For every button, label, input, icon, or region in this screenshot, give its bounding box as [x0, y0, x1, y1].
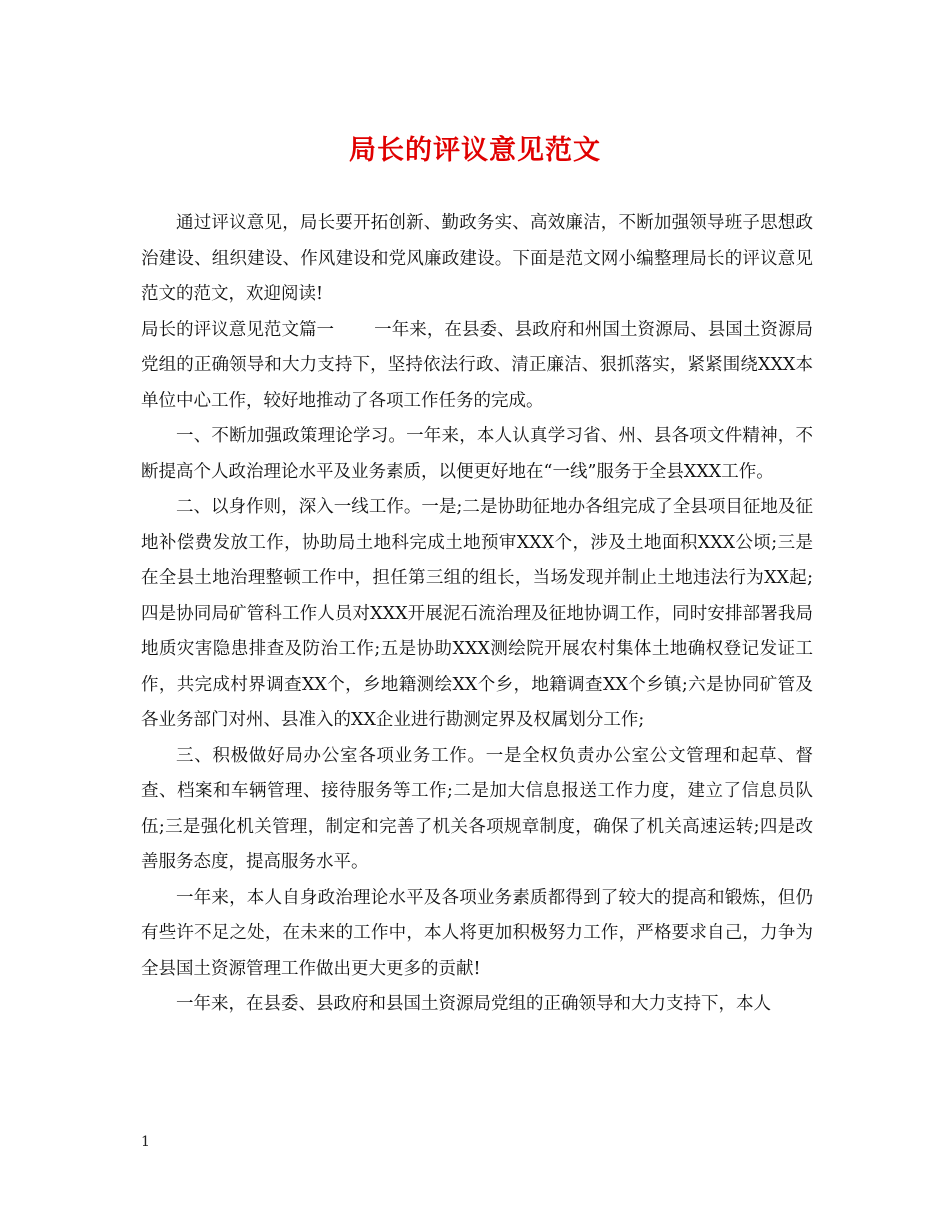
intro-paragraph: 通过评议意见，局长要开拓创新、勤政务实、高效廉洁，不断加强领导班子思想政治建设、组织建设、作风建设和党风廉政建设。下面是范文网小编整理局长的评议意见范文的范文，欢迎阅读! [141, 213, 813, 304]
document-title: 局长的评议意见范文 [349, 135, 601, 166]
body-paragraph: 一年来，在县委、县政府和县国土资源局党组的正确领导和大力支持下，本人 [176, 994, 771, 1014]
body-paragraph: 一、不断加强政策理论学习。一年来，本人认真学习省、州、县各项文件精神，不断提高个人政治理论水平及业务素质，以便更好地在“一线”服务于全县XXX工作。 [141, 426, 813, 482]
section-one-paragraph [141, 313, 813, 420]
body-paragraph: 一年来，本人自身政治理论水平及各项业务素质都得到了较大的提高和锻炼，但仍有些许不足之处，在未来的工作中，本人将更加积极努力工作，严格要求自己，力争为全县国土资源管理工作做出更大更多的贡献! [141, 887, 813, 979]
document-body [141, 206, 813, 1023]
section-heading: 局长的评议意见范文篇一 [141, 319, 335, 340]
section-one-text: 一年来，在县委、县政府和州国土资源局、县国土资源局党组的正确领导和大力支持下，坚持依法行政、清正廉洁、狠抓落实，紧紧围绕XXX本单位中心工作，较好地推动了各项工作任务的完成。 [141, 319, 814, 411]
page-number: 1 [141, 1134, 150, 1150]
body-paragraph: 二、以身作则，深入一线工作。一是;二是协助征地办各组完成了全县项目征地及征地补偿费发放工作，协助局土地科完成土地预审XXX个，涉及土地面积XXX公顷;三是在全县土地治理整顿工作中，担任第三组的组长，当场发现并制止土地违法行为XX起;四是协同局矿管科工作人员对XXX开展泥石流治理及征地协调工作，同时安排部署我局地质灾害隐患排查及防治工作;五是协助XXX测绘院开展农村集体土地确权登记发证工作，共完成村界调查XX个，乡地籍测绘XX个乡，地籍调查XX个乡镇;六是协同矿管及各业务部门对州、县准入的XX企业进行勘测定界及权属划分工作; [141, 497, 813, 730]
body-paragraph: 三、积极做好局办公室各项业务工作。一是全权负责办公室公文管理和起草、督查、档案和车辆管理、接待服务等工作;二是加大信息报送工作力度，建立了信息员队伍;三是强化机关管理，制定和完善了机关各项规章制度，确保了机关高速运转;四是改善服务态度，提高服务水平。 [141, 745, 813, 872]
